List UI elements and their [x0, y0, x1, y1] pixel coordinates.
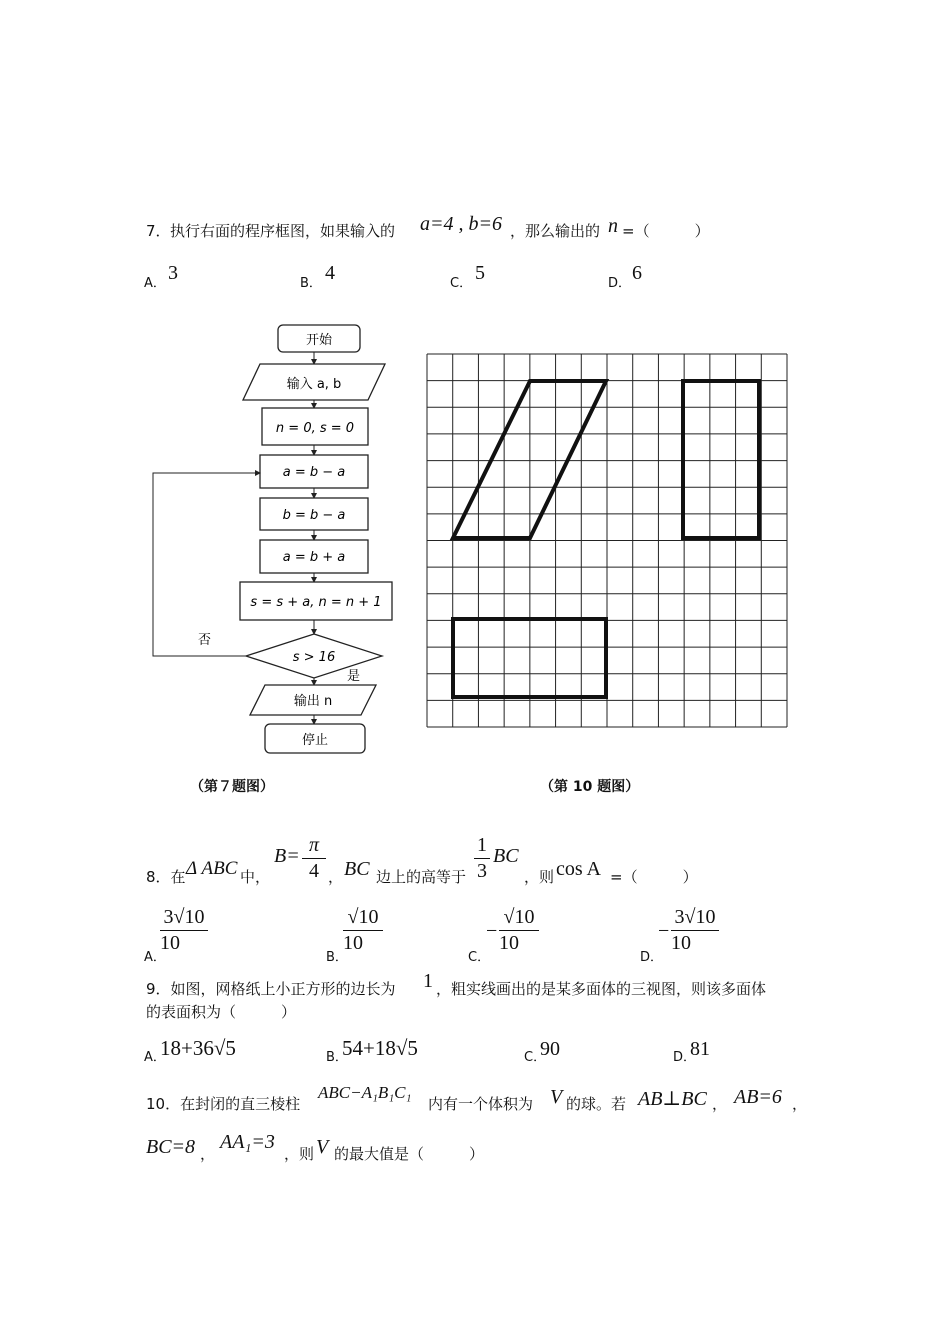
q8-h-bc: BC	[493, 845, 519, 867]
q9-line1-pre: 9．如图，网格纸上小正方形的边长为	[146, 980, 396, 998]
q8-h-fraction	[474, 834, 490, 883]
q9-line2: 的表面积为（ ）	[146, 1003, 297, 1021]
q7-n-var: n	[608, 215, 618, 237]
q10-aa: AA₁=3	[220, 1131, 275, 1153]
q7-option-c-value: 5	[475, 262, 485, 284]
q7-option-c-letter: C．	[450, 276, 473, 291]
flow-yes-label: 是	[347, 669, 361, 684]
q7-option-a-value: 3	[168, 262, 178, 284]
q8-option-a-fraction	[160, 906, 208, 955]
flow-no-label: 否	[198, 633, 212, 648]
q8-number: 8．在	[146, 868, 186, 886]
q8-option-a-den: 10	[160, 932, 180, 954]
q8-h-den: 3	[477, 860, 487, 882]
flow-condition-text: s > 16	[292, 650, 336, 665]
q8-zhong: 中，	[240, 868, 271, 886]
q8-b-lhs: B=	[274, 845, 300, 867]
q7-option-d-letter: D．	[608, 276, 632, 291]
q7-stem-post: =（ ）	[622, 222, 710, 240]
flow-output-text: 输出 n	[293, 694, 333, 709]
q9-option-c-letter: C．	[524, 1050, 547, 1065]
q8-option-c-fraction	[499, 906, 539, 955]
q10-v2: V	[316, 1136, 329, 1158]
q9-option-b-letter: B．	[326, 1050, 348, 1065]
q8-triangle: Δ ABC	[186, 858, 238, 879]
flow-input-text: 输入 a, b	[286, 377, 342, 392]
q8-b-num: π	[308, 834, 320, 856]
q10-perp: AB⊥BC	[638, 1088, 707, 1110]
flow-loop-arrow	[153, 473, 260, 656]
q8-option-a-letter: A．	[144, 950, 166, 965]
flow-start-text: 开始	[305, 333, 333, 348]
q8-height-text: 边上的高等于	[376, 868, 467, 886]
q10-comma1: ，	[712, 1095, 728, 1113]
q10-post: 的最大值是（ ）	[334, 1145, 485, 1163]
q8-option-b-den: 10	[343, 932, 363, 954]
flow-step4-text: s = s + a, n = n + 1	[250, 595, 382, 610]
q8-option-b-fraction	[343, 906, 383, 955]
q8-cos-text: cos A	[556, 858, 601, 880]
q7-option-b-value: 4	[325, 262, 335, 284]
q7-option-d-value: 6	[632, 262, 642, 284]
q7-stem-mid: ，那么输出的	[510, 222, 601, 240]
flow-init-text: n = 0, s = 0	[275, 421, 355, 436]
q8-eq: =（ ）	[610, 868, 698, 886]
q10-prism: ABC−A₁B₁C₁	[318, 1083, 412, 1102]
q8-option-d-letter: D．	[640, 950, 664, 965]
q9-option-b-value: 54+18√5	[342, 1036, 418, 1060]
q8-option-b-num: √10	[347, 906, 379, 928]
q10-ab: AB=6	[734, 1086, 782, 1108]
q9-option-a-value: 18+36√5	[160, 1036, 236, 1060]
q8-option-a-num: 3√10	[163, 906, 205, 928]
figure7-caption: （第７题图）	[190, 779, 274, 795]
q9-option-a-letter: A．	[144, 1050, 166, 1065]
q9-line1-post: ，粗实线画出的是某多面体的三视图，则该多面体	[436, 980, 767, 998]
q7-option-a-letter: A．	[144, 276, 166, 291]
figure10-caption: （第 10 题图）	[540, 779, 640, 795]
q9-option-d-letter: D．	[673, 1050, 697, 1065]
q8-h-num: 1	[477, 834, 487, 856]
flow-step1-text: a = b − a	[282, 465, 346, 480]
q8-cos	[556, 858, 601, 881]
q7-option-b-letter: B．	[300, 276, 322, 291]
q8-option-d-den: 10	[671, 932, 691, 954]
q10-v: V	[550, 1086, 563, 1108]
q8-option-c-den: 10	[499, 932, 519, 954]
q10-mid2: 的球。若	[566, 1095, 627, 1113]
q8-b-den: 4	[309, 860, 319, 882]
q8-option-d-sign: −	[658, 920, 670, 942]
side-view-rectangle	[683, 381, 759, 538]
q8-comma: ，	[328, 868, 344, 886]
flowchart-figure	[140, 318, 410, 763]
q8-option-c-letter: C．	[468, 950, 491, 965]
q9-one: 1	[423, 970, 433, 992]
q10-bc: BC=8	[146, 1136, 196, 1158]
q10-pre: 10．在封闭的直三棱柱	[146, 1095, 301, 1113]
q9-option-d-value: 81	[690, 1038, 710, 1060]
flow-step2-text: b = b − a	[282, 508, 346, 523]
q8-option-c-sign: −	[486, 920, 498, 942]
q8-then: ，则	[524, 868, 555, 886]
q8-b-fraction	[302, 834, 326, 883]
q9-option-c-value: 90	[540, 1038, 560, 1060]
q10-comma3: ，	[200, 1145, 216, 1163]
q10-comma2: ，	[792, 1095, 808, 1113]
q8-option-b-letter: B．	[326, 950, 348, 965]
q7-number: 7．	[146, 222, 171, 240]
three-view-grid-figure	[426, 353, 788, 728]
q8-bc: BC	[344, 858, 370, 880]
q8-option-c-num: √10	[503, 906, 535, 928]
q10-then: ，则	[284, 1145, 315, 1163]
q7-stem-pre: 执行右面的程序框图，如果输入的	[170, 222, 396, 240]
q10-mid: 内有一个体积为	[428, 1095, 534, 1113]
flow-stop-text: 停止	[301, 733, 329, 748]
q8-option-d-fraction	[671, 906, 719, 955]
flow-step3-text: a = b + a	[282, 550, 346, 565]
q7-inputs: a=4 , b=6	[420, 213, 502, 235]
q8-option-d-num: 3√10	[674, 906, 716, 928]
